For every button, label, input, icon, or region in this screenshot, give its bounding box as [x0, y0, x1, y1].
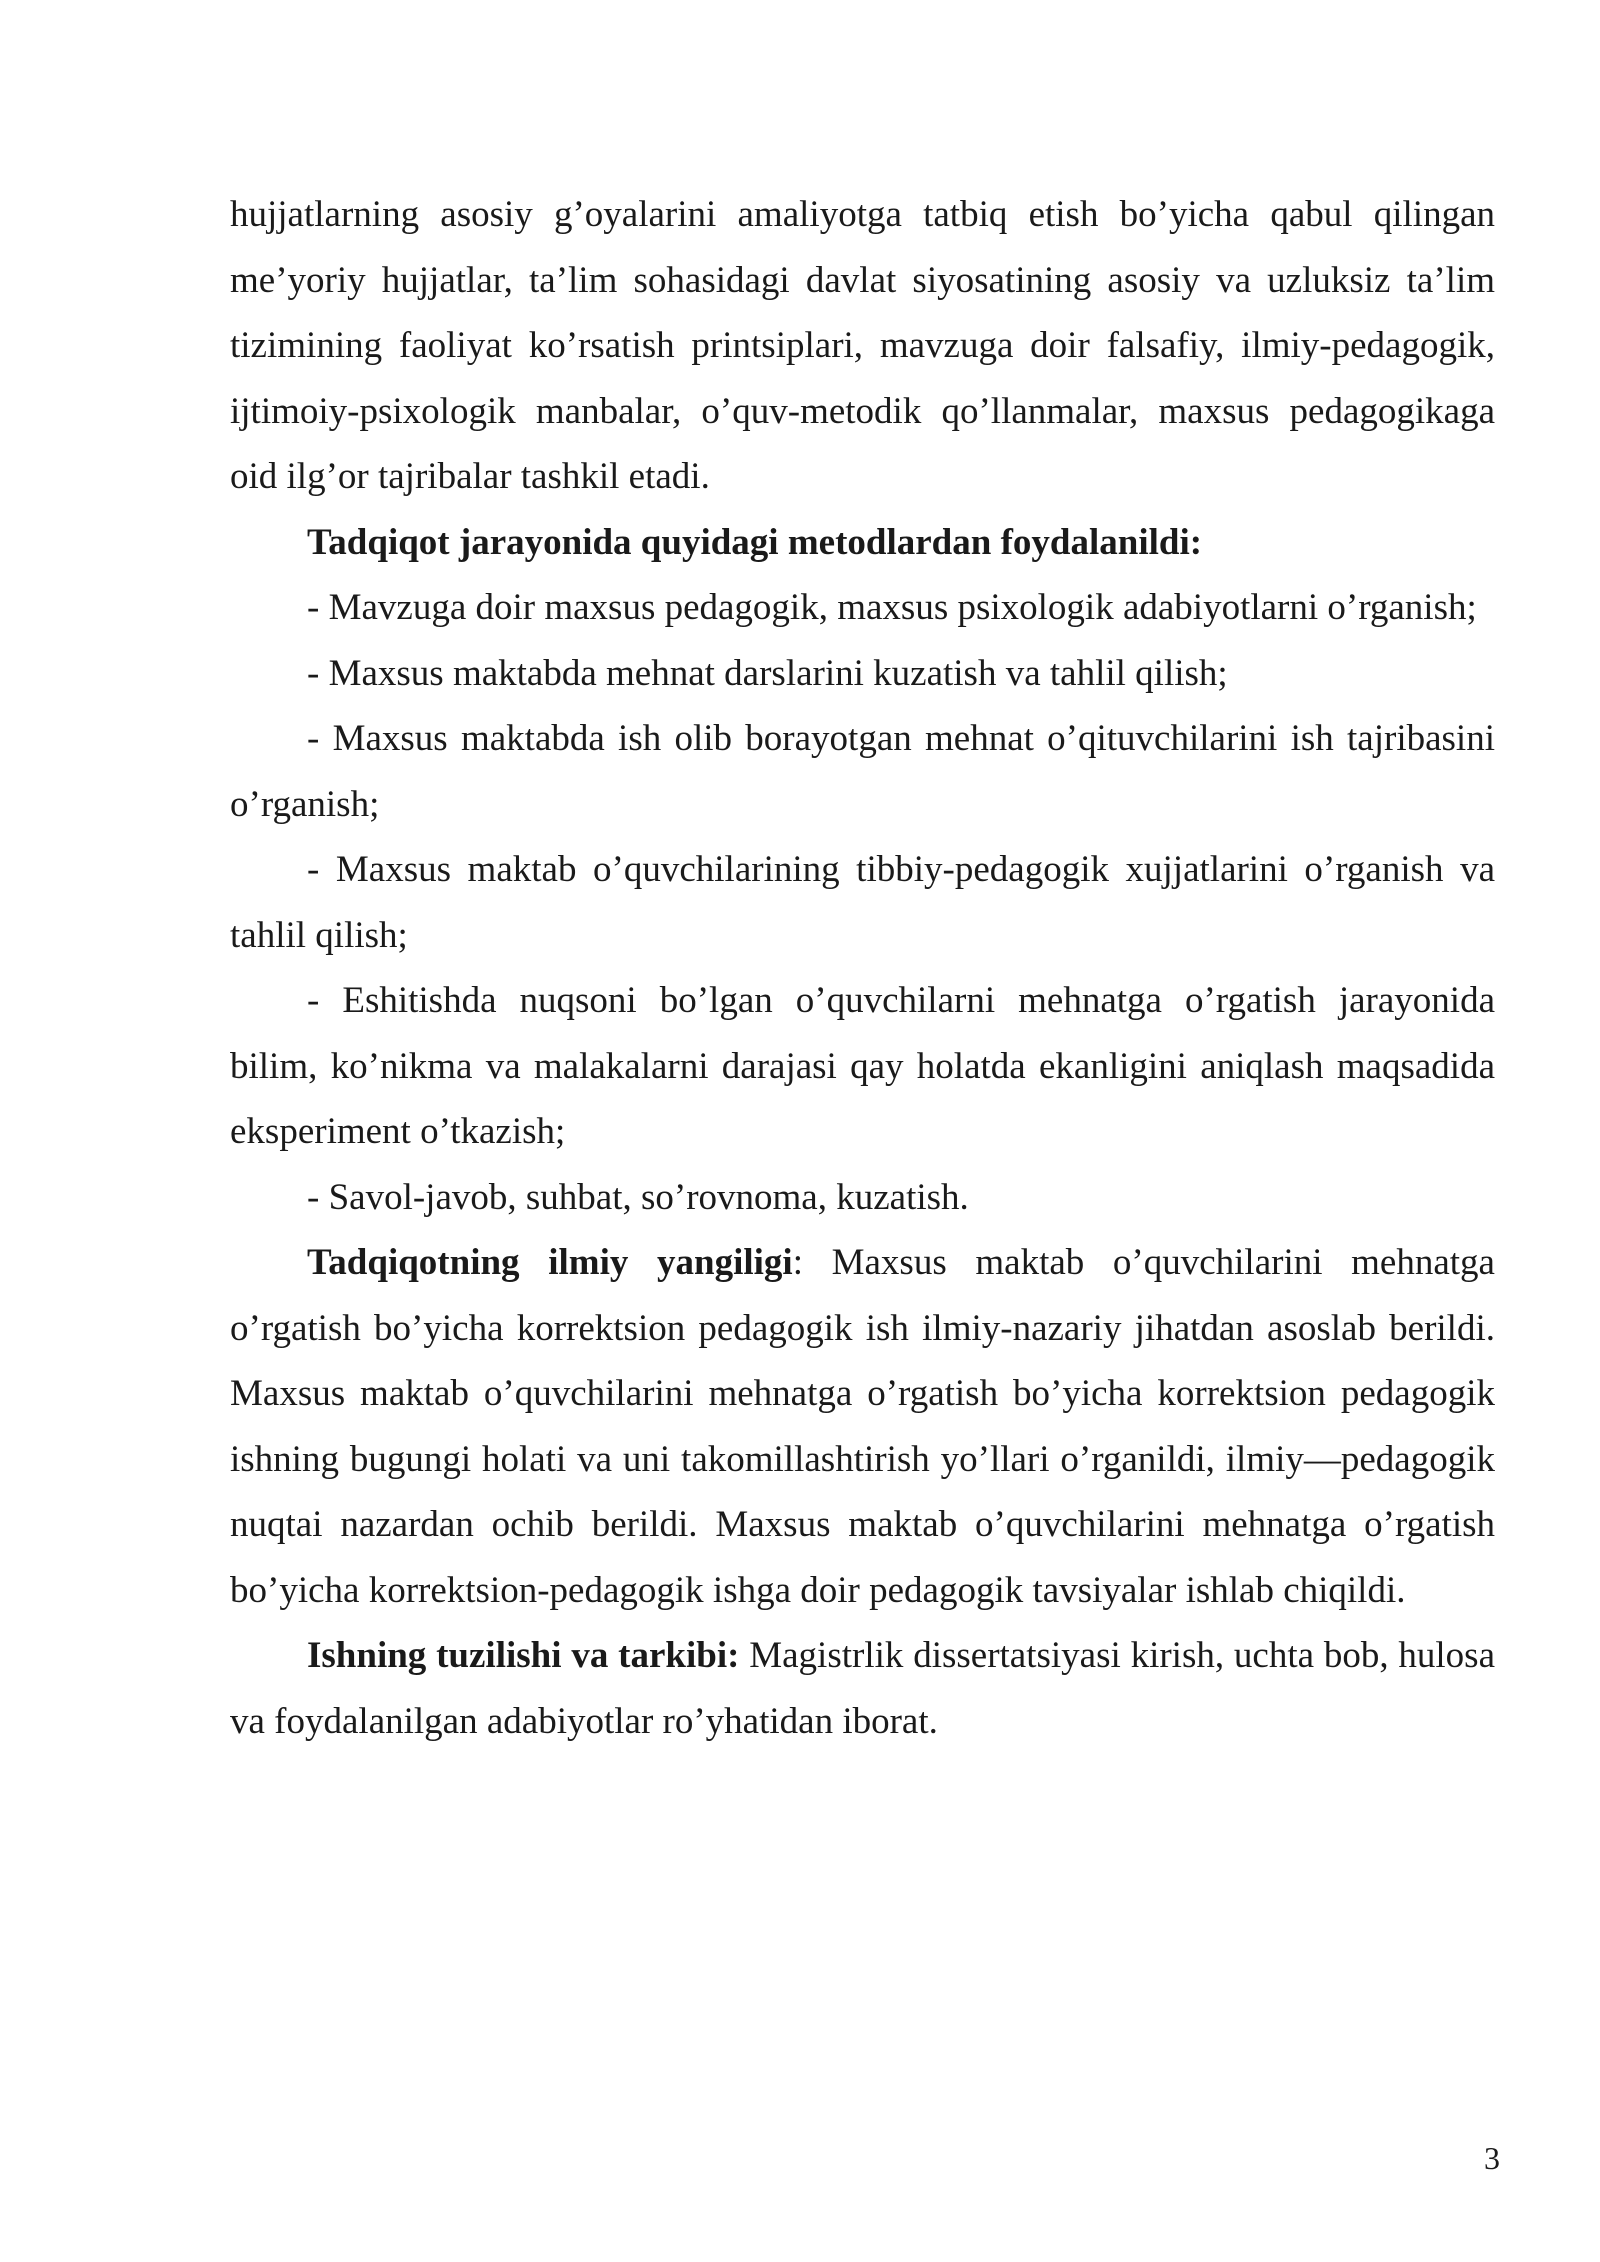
- structure-paragraph: [230, 1623, 1495, 1754]
- structure-label: Ishning tuzilishi va tarkibi:: [307, 1635, 740, 1676]
- method-item-6: - Savol-javob, suhbat, so’rovnoma, kuzatish.: [307, 1176, 969, 1218]
- method-item-3: - Maxsus maktabda ish olib borayotgan mehnat o’qituvchilarini ish tajribasini o’rganish;: [230, 718, 1495, 825]
- page-number: 3: [1484, 2140, 1500, 2176]
- novelty-label: Tadqiqotning ilmiy yangiligi: [307, 1242, 793, 1283]
- structure-text: Magistrlik dissertatsiyasi kirish, uchta bob, hulosa va foydalanilgan adabiyotlar ro’yhatidan iborat.: [230, 1635, 1495, 1742]
- method-item-2: - Maxsus maktabda mehnat darslarini kuzatish va tahlil qilish;: [307, 652, 1228, 694]
- method-item-5: - Eshitishda nuqsoni bo’lgan o’quvchilarni mehnatga o’rgatish jarayonida bilim, ko’nikma va malakalarni darajasi qay holatda ekanligini aniqlash maqsadida eksperiment o’tkazish;: [230, 980, 1495, 1152]
- intro-paragraph: hujjatlarning asosiy g’oyalarini amaliyotga tatbiq etish bo’yicha qabul qilingan me’yoriy hujjatlar, ta’lim sohasidagi davlat siyosatining asosiy va uzluksiz ta’lim tizimining faoliyat ko’rsatish printsiplari, mavzuga doir falsafiy, ilmiy-pedagogik, ijtimoiy-psixologik manbalar, o’quv-metodik qo’llanmalar, maxsus pedagogikaga oid ilg’or tajribalar tashkil etadi.: [230, 194, 1495, 497]
- novelty-paragraph: [230, 1230, 1495, 1623]
- method-item-1: - Mavzuga doir maxsus pedagogik, maxsus psixologik adabiyotlarni o’rganish;: [307, 587, 1477, 628]
- methods-heading: Tadqiqot jarayonida quyidagi metodlardan foydalanildi:: [307, 521, 1203, 563]
- novelty-text: : Maxsus maktab o’quvchilarini mehnatga o’rgatish bo’yicha korrektsion pedagogik ish ilmiy-nazariy jihatdan asoslab berildi. Maxsus maktab o’quvchilarini mehnatga o’rgatish bo’yicha korrektsion pedagogik ishning bugungi holati va uni takomillashtirish yo’llari o’rganildi, ilmiy—pedagogik nuqtai nazardan ochib berildi. Maxsus maktab o’quvchilarini mehnatga o’rgatish bo’yicha korrektsion-pedagogik ishga doir pedagogik tavsiyalar ishlab chiqildi.: [230, 1242, 1495, 1611]
- method-item-4: - Maxsus maktab o’quvchilarining tibbiy-pedagogik xujjatlarini o’rganish va tahlil qilish;: [230, 849, 1495, 956]
- document-page: [230, 182, 1495, 1754]
